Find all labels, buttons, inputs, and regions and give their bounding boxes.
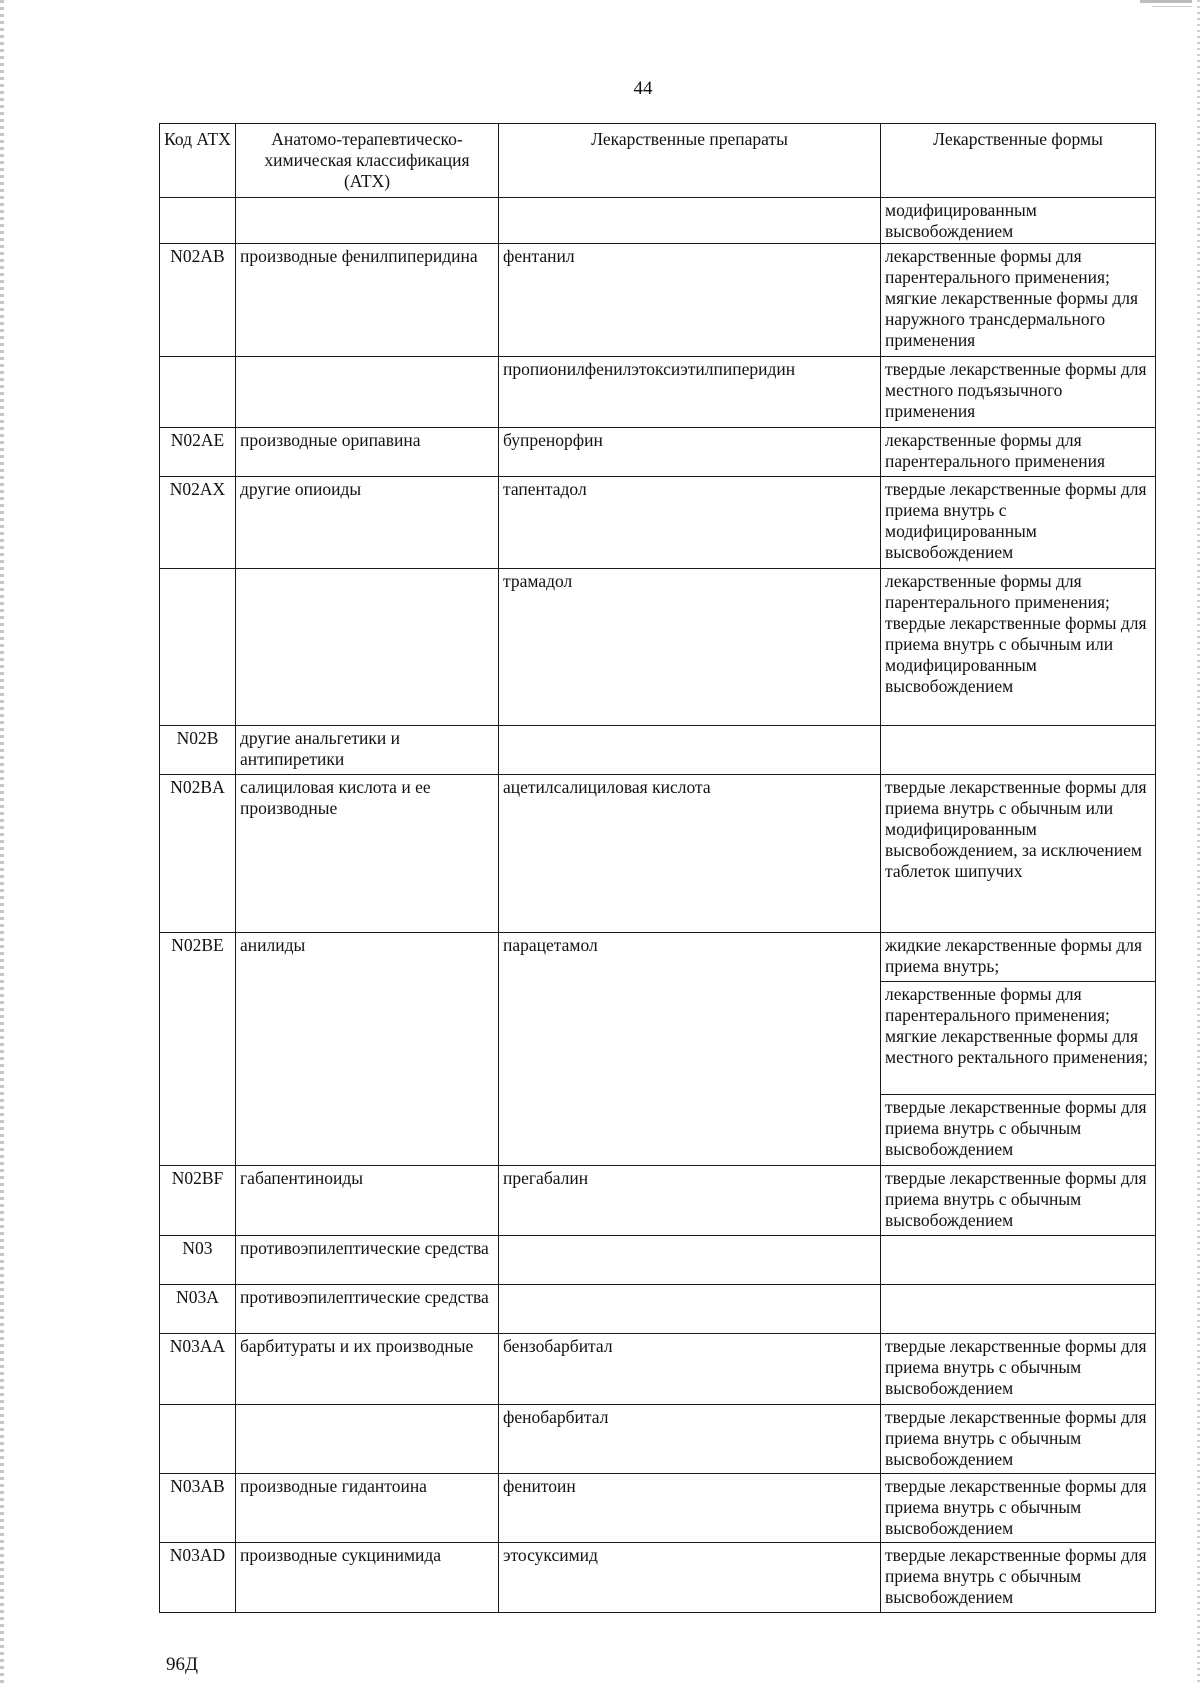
table-row [160, 569, 1156, 726]
cell-class: производные сукцинимида [236, 1543, 499, 1613]
table-row [160, 1474, 1156, 1543]
cell-code: N03AB [160, 1474, 236, 1543]
table-row [160, 477, 1156, 569]
cell-form: жидкие лекарственные формы для приема внутрь; [881, 933, 1156, 982]
atx-table [159, 123, 1156, 1613]
cell-code: N03AA [160, 1334, 236, 1405]
cell-drug: пропионилфенилэтоксиэтилпиперидин [499, 357, 881, 428]
cell-drug [499, 198, 881, 244]
cell-code: N02BE [160, 933, 236, 1166]
table-row [160, 1334, 1156, 1405]
cell-form: лекарственные формы для парентерального применения [881, 428, 1156, 477]
table-row [160, 1166, 1156, 1236]
table-row [160, 1285, 1156, 1334]
scan-corner-mark-2 [1152, 6, 1192, 7]
cell-code: N02AX [160, 477, 236, 569]
cell-class: производные гидантоина [236, 1474, 499, 1543]
cell-drug: фентанил [499, 244, 881, 357]
cell-form: твердые лекарственные формы для приема внутрь с обычным высвобождением [881, 1474, 1156, 1543]
scan-corner-mark [1140, 0, 1192, 3]
cell-class: другие опиоиды [236, 477, 499, 569]
cell-class [236, 198, 499, 244]
cell-drug: фенобарбитал [499, 1405, 881, 1474]
page-number: 44 [633, 78, 653, 99]
cell-drug [499, 1285, 881, 1334]
cell-class: анилиды [236, 933, 499, 1166]
cell-class: противоэпилептические средства [236, 1236, 499, 1285]
cell-form: твердые лекарственные формы для местного подъязычного применения [881, 357, 1156, 428]
header-classification: Анатомо-терапевтическо-химическая классификация (АТХ) [236, 124, 499, 198]
cell-class [236, 1405, 499, 1474]
table-row [160, 357, 1156, 428]
cell-drug [499, 1236, 881, 1285]
cell-drug: этосуксимид [499, 1543, 881, 1613]
cell-class [236, 569, 499, 726]
cell-drug: бензобарбитал [499, 1334, 881, 1405]
cell-code [160, 569, 236, 726]
cell-drug: трамадол [499, 569, 881, 726]
table-row [160, 726, 1156, 775]
cell-form [881, 726, 1156, 775]
cell-drug: фенитоин [499, 1474, 881, 1543]
cell-form [881, 1285, 1156, 1334]
table-row [160, 198, 1156, 244]
cell-class: габапентиноиды [236, 1166, 499, 1236]
cell-class [236, 357, 499, 428]
cell-form: лекарственные формы для парентерального применения; мягкие лекарственные формы для местного ректального применения; [881, 982, 1156, 1095]
cell-class: противоэпилептические средства [236, 1285, 499, 1334]
table-row [160, 428, 1156, 477]
cell-form: твердые лекарственные формы для приема внутрь с модифицированным высвобождением [881, 477, 1156, 569]
table-row [160, 244, 1156, 357]
table-row [160, 1543, 1156, 1613]
table-row [160, 1236, 1156, 1285]
cell-form [881, 1236, 1156, 1285]
cell-class: производные фенилпиперидина [236, 244, 499, 357]
cell-form: модифицированным высвобождением [881, 198, 1156, 244]
cell-form: твердые лекарственные формы для приема внутрь с обычным высвобождением [881, 1543, 1156, 1613]
header-code: Код АТХ [160, 124, 236, 198]
cell-drug: прегабалин [499, 1166, 881, 1236]
cell-form: твердые лекарственные формы для приема внутрь с обычным высвобождением [881, 1095, 1156, 1166]
table-row [160, 775, 1156, 933]
table-row [160, 933, 1156, 982]
cell-form: твердые лекарственные формы для приема внутрь с обычным высвобождением [881, 1405, 1156, 1474]
cell-form: лекарственные формы для парентерального применения; мягкие лекарственные формы для наружного трансдермального применения [881, 244, 1156, 357]
cell-code: N02B [160, 726, 236, 775]
header-drugs: Лекарственные препараты [499, 124, 881, 198]
table-row [160, 1405, 1156, 1474]
cell-drug: бупренорфин [499, 428, 881, 477]
footer-code: 96Д [166, 1654, 198, 1675]
cell-drug [499, 726, 881, 775]
cell-code: N02AB [160, 244, 236, 357]
cell-class: производные орипавина [236, 428, 499, 477]
cell-drug: ацетилсалициловая кислота [499, 775, 881, 933]
cell-code [160, 1405, 236, 1474]
cell-code: N02BF [160, 1166, 236, 1236]
cell-drug: тапентадол [499, 477, 881, 569]
cell-code: N03 [160, 1236, 236, 1285]
cell-code: N02AE [160, 428, 236, 477]
cell-form: твердые лекарственные формы для приема внутрь с обычным высвобождением [881, 1166, 1156, 1236]
cell-drug: парацетамол [499, 933, 881, 1166]
cell-class: барбитураты и их производные [236, 1334, 499, 1405]
cell-form: лекарственные формы для парентерального применения; твердые лекарственные формы для приема внутрь с обычным или модифицированным высвобождением [881, 569, 1156, 726]
cell-code [160, 198, 236, 244]
cell-class: другие анальгетики и антипиретики [236, 726, 499, 775]
cell-form: твердые лекарственные формы для приема внутрь с обычным высвобождением [881, 1334, 1156, 1405]
header-forms: Лекарственные формы [881, 124, 1156, 198]
scan-edge-left [0, 0, 4, 1686]
cell-code [160, 357, 236, 428]
table-header-row [160, 124, 1156, 198]
cell-code: N03AD [160, 1543, 236, 1613]
cell-code: N02BA [160, 775, 236, 933]
cell-code: N03A [160, 1285, 236, 1334]
cell-class: салициловая кислота и ее производные [236, 775, 499, 933]
cell-form: твердые лекарственные формы для приема внутрь с обычным или модифицированным высвобождением, за исключением таблеток шипучих [881, 775, 1156, 933]
